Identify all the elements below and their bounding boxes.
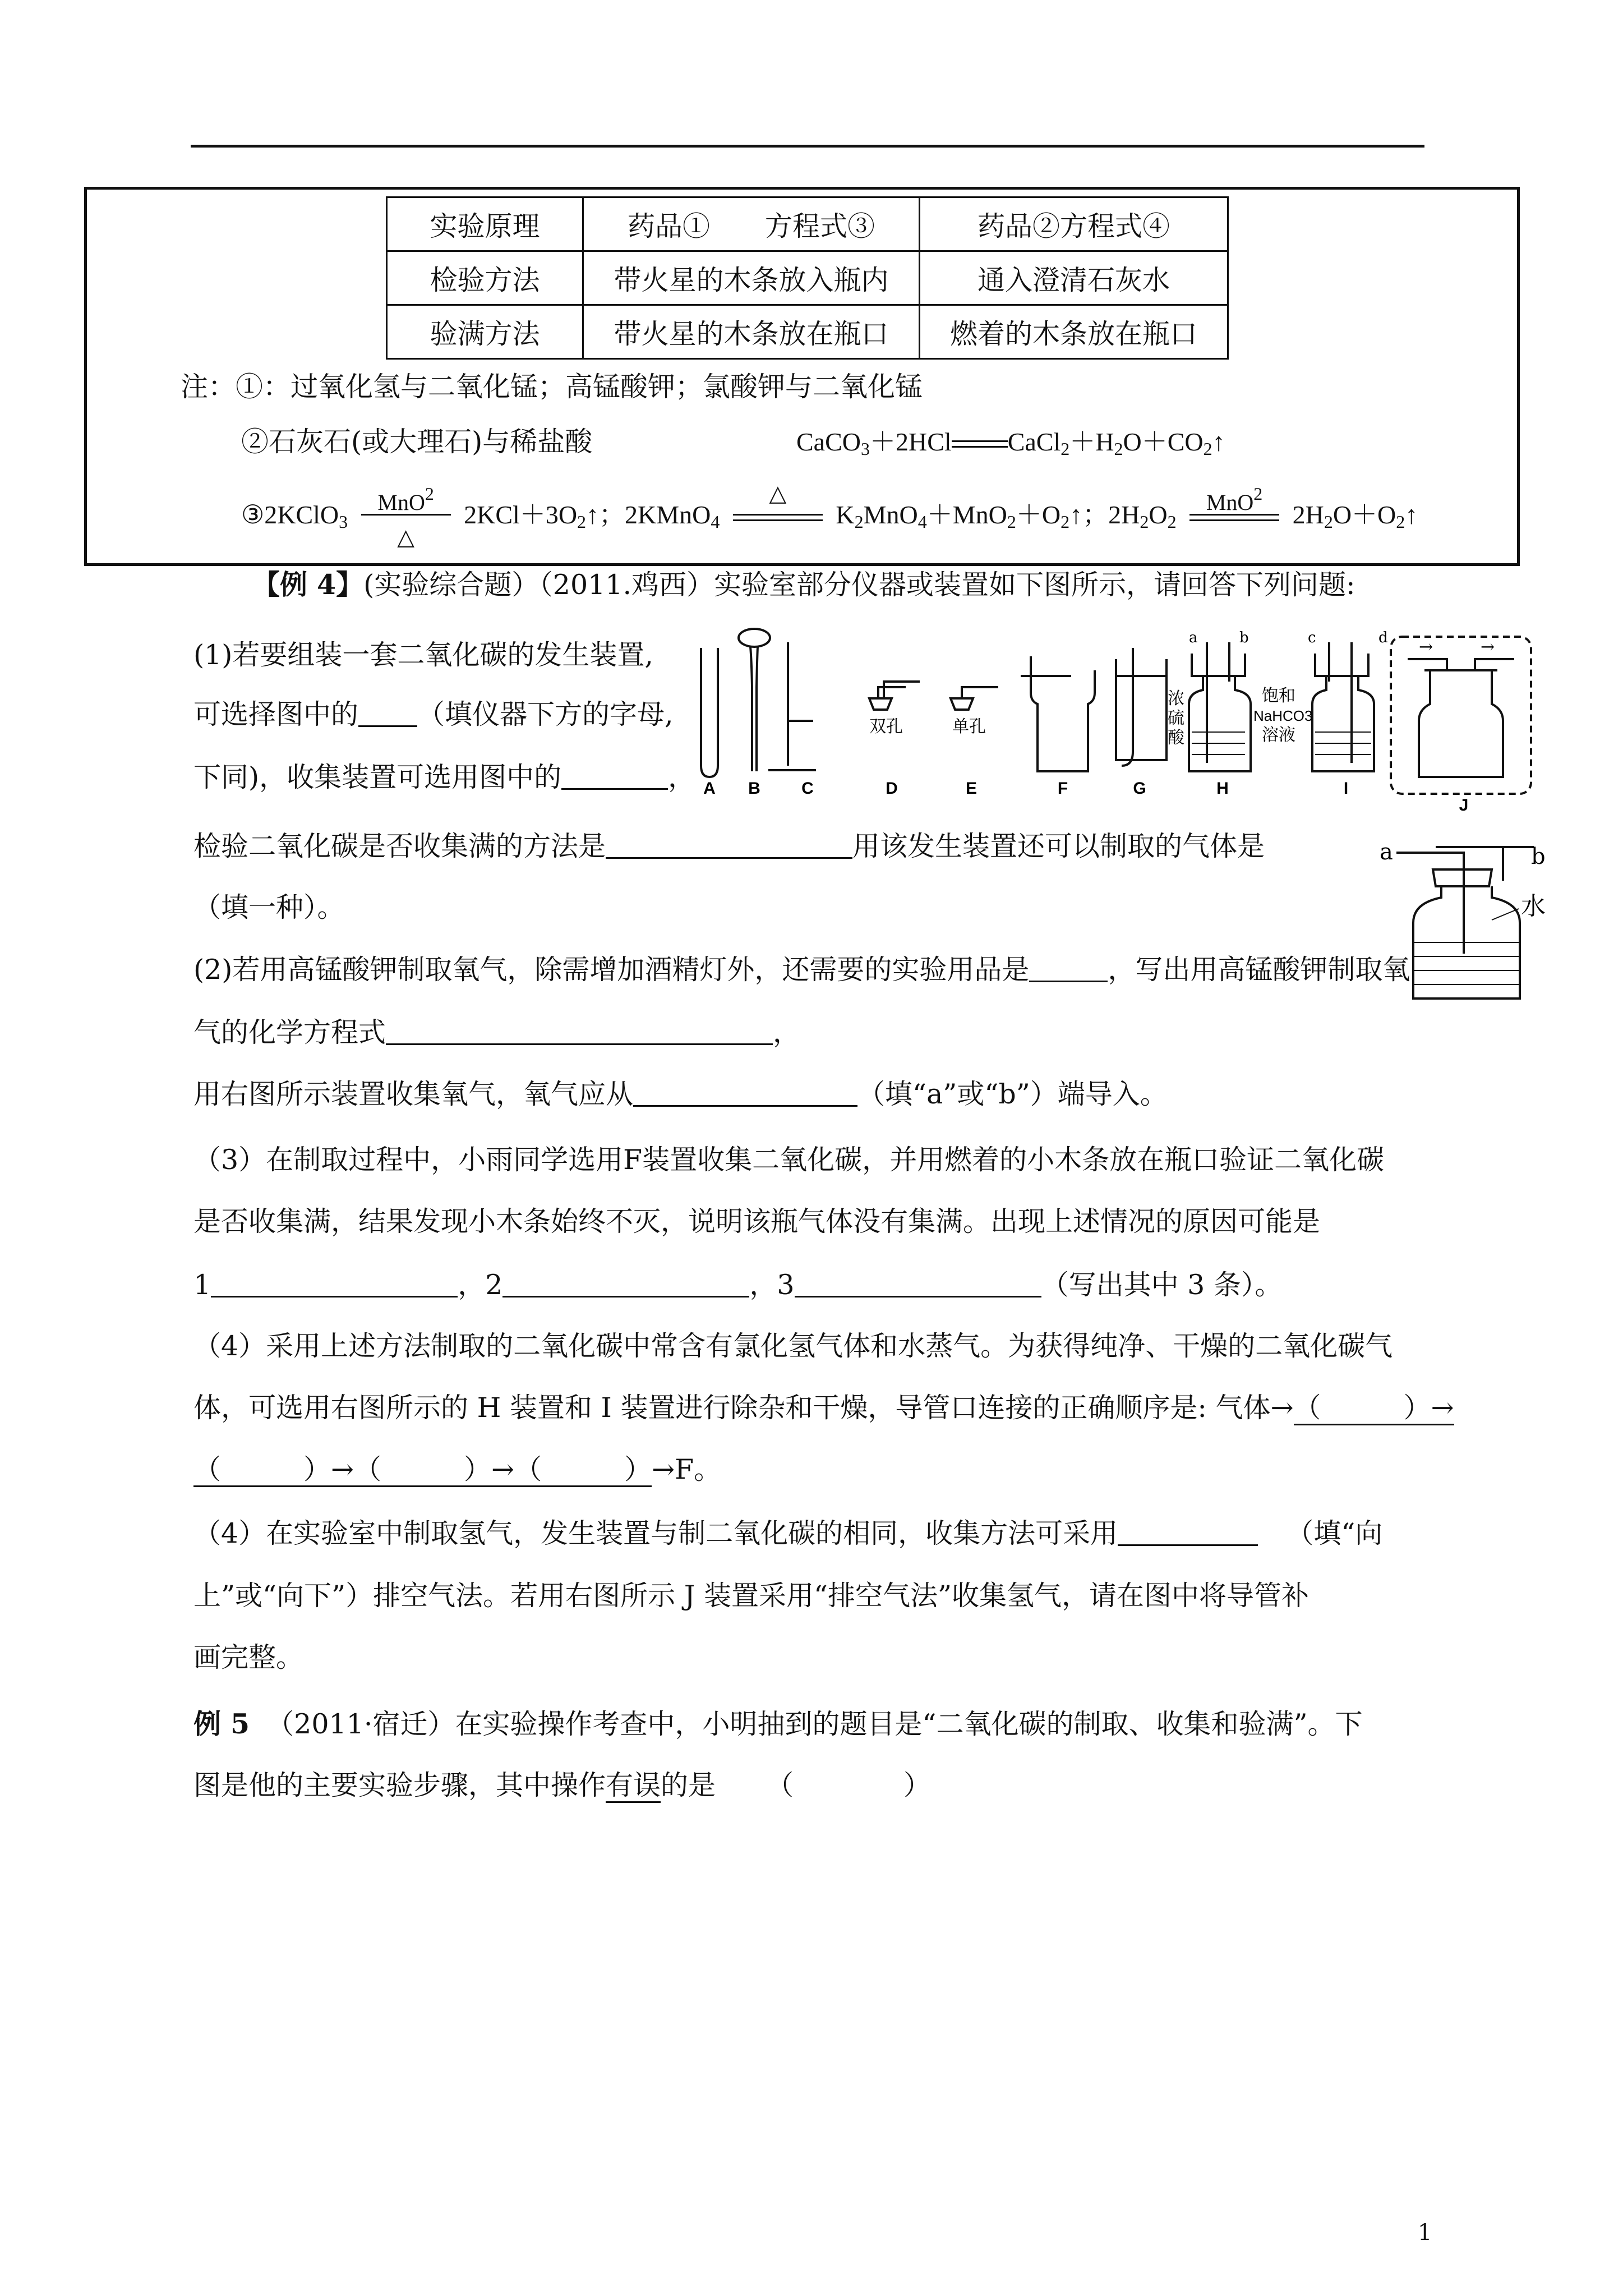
- table-cell: 药品②方程式④: [920, 197, 1228, 251]
- q2-line2: 气的化学方程式 ，: [193, 1016, 801, 1048]
- figure-label: B: [748, 779, 760, 798]
- page-number: 1: [1418, 2220, 1432, 2246]
- h-text-2: 硫: [1168, 708, 1184, 728]
- figure-label: F: [1057, 779, 1068, 798]
- reaction-condition: MnO$^2$: [1189, 500, 1279, 534]
- table-row: [387, 197, 1228, 251]
- iron-stand-c: [768, 642, 816, 770]
- side-label-water: 水: [1521, 892, 1546, 921]
- note-2-text: ②石灰石(或大理石)与稀盐酸: [241, 426, 593, 458]
- i-text-3: 溶液: [1262, 725, 1295, 745]
- i-text-1: 饱和: [1262, 686, 1295, 706]
- q3-line2: 是否收集满，结果发现小木条始终不灭，说明该瓶气体没有集满。出现上述情况的原因可能是: [193, 1205, 1321, 1237]
- note-1: 注：①：过氧化氢与二氧化锰；高锰酸钾；氯酸钾与二氧化锰: [181, 371, 923, 403]
- q4-line1: （4）采用上述方法制取的二氧化碳中常含有氯化氢气体和水蒸气。为获得纯净、干燥的二氧化碳气: [193, 1330, 1393, 1362]
- reaction-condition: MnO$^2$ △: [361, 500, 451, 534]
- figure-label: J: [1459, 796, 1469, 815]
- figure-label: H: [1216, 779, 1229, 798]
- h-text-3: 酸: [1168, 728, 1184, 748]
- figure-label: C: [801, 779, 814, 798]
- svg-text:→: →: [1419, 637, 1433, 657]
- gas-bottle-f: [1031, 656, 1095, 771]
- d-label-text: 双孔: [869, 717, 903, 737]
- table-cell: 燃着的木条放在瓶口: [920, 305, 1228, 359]
- table-row: [387, 305, 1228, 359]
- figure-label: E: [965, 779, 978, 798]
- q3-line3: 1 ，2 ，3 （写出其中 3 条）。: [193, 1269, 1283, 1301]
- figure-label: D: [886, 779, 898, 798]
- bottle-g: [1116, 648, 1166, 766]
- test-tube-a: [701, 648, 718, 777]
- table-cell: 带火星的木条放在瓶口: [583, 305, 920, 359]
- q1-line3: 下同)，收集装置可选用图中的 ，: [193, 761, 696, 793]
- side-label-b: b: [1531, 844, 1546, 869]
- q5-line3: 画完整。: [193, 1641, 304, 1673]
- port-label: b: [1239, 629, 1249, 646]
- q4-line3: （ ）→（ ）→（ ）→F。: [193, 1453, 721, 1487]
- apparatus-figure: [684, 625, 1537, 816]
- table-cell: 通入澄清石灰水: [920, 251, 1228, 305]
- port-label: c: [1308, 629, 1316, 646]
- i-text-2: NaHCO3: [1253, 707, 1313, 724]
- wash-bottle-i: [1312, 654, 1374, 771]
- table-cell: 验满方法: [387, 305, 583, 359]
- stopper-d: [869, 682, 920, 710]
- note-2-equation: CaCO$_3$＋2HCl $CaCl_2+H_2O+CO_2↑$: [796, 427, 1225, 459]
- q4-line2: 体，可选用右图所示的 H 装置和 I 装置进行除杂和干燥，导管口连接的正确顺序是: 气体→（ ）→: [193, 1391, 1454, 1425]
- example-5-line1: 例 5 （2011·宿迁）在实验操作考查中，小明抽到的题目是“二氧化碳的制取、收集和验满”。下: [193, 1708, 1363, 1740]
- q2-line3: 用右图所示装置收集氧气，氧气应从 （填“a”或“b”）端导入。: [193, 1078, 1168, 1110]
- header-rule: [191, 145, 1424, 148]
- table-cell: 检验方法: [387, 251, 583, 305]
- q5-line1: （4）在实验室中制取氢气，发生装置与制二氧化碳的相同，收集方法可采用 （填“向: [193, 1517, 1383, 1549]
- gas-bottle-j: [1419, 670, 1503, 777]
- side-label-a: a: [1380, 839, 1393, 865]
- port-label: d: [1378, 629, 1388, 646]
- summary-table: [386, 196, 1229, 360]
- collection-bottle-figure: [1380, 830, 1548, 1010]
- q1-line5: （填一种）。: [193, 891, 345, 923]
- example-4-title: 【例 4】(实验综合题）（2011.鸡西）实验室部分仪器或装置如下图所示，请回答下列问题:: [252, 568, 1355, 601]
- svg-text:→: →: [1481, 637, 1495, 657]
- reaction-condition: △: [733, 500, 823, 534]
- q2-line1: (2)若用高锰酸钾制取氧气，除需增加酒精灯外，还需要的实验用品是 ，写出用高锰酸钾制取氧: [193, 954, 1410, 986]
- port-label: a: [1189, 629, 1198, 646]
- figure-label: A: [703, 779, 716, 798]
- table-cell: 实验原理: [387, 197, 583, 251]
- e-label-text: 单孔: [952, 717, 986, 737]
- h-text-1: 浓: [1168, 689, 1184, 708]
- figure-label: I: [1343, 779, 1349, 798]
- table-cell: 药品① 方程式③: [583, 197, 920, 251]
- table-cell: 带火星的木条放入瓶内: [583, 251, 920, 305]
- q5-line2: 上”或“向下”）排空气法。若用右图所示 J 装置采用“排空气法”收集氢气，请在图中将导管补: [193, 1580, 1310, 1612]
- wash-bottle-h: [1189, 654, 1251, 771]
- thistle-funnel-b: [739, 629, 770, 647]
- example-5-line2: 图是他的主要实验步骤，其中操作有误的是 （ ）: [193, 1769, 931, 1802]
- q1-line4: 检验二氧化碳是否收集满的方法是 用该发生装置还可以制取的气体是: [193, 830, 1265, 862]
- q1-line2: 可选择图中的 （填仪器下方的字母,: [193, 698, 674, 730]
- q1-line1: (1)若要组装一套二氧化碳的发生装置,: [193, 639, 653, 671]
- stopper-e: [951, 687, 998, 710]
- figure-label: G: [1133, 779, 1146, 798]
- note-3-equations: ③2KClO$_3$ MnO$^2$ △ $2KCl+3O_2↑$；2KMnO$_4$ △ $K_2MnO_4+MnO_2+O_2↑$；$2H_2O_2$ MnO$^2$ $2H_2O+O_2↑$: [241, 481, 1418, 550]
- q3-line1: （3）在制取过程中，小雨同学选用F装置收集二氧化碳，并用燃着的小木条放在瓶口验证二氧化碳: [193, 1144, 1385, 1176]
- table-row: [387, 251, 1228, 305]
